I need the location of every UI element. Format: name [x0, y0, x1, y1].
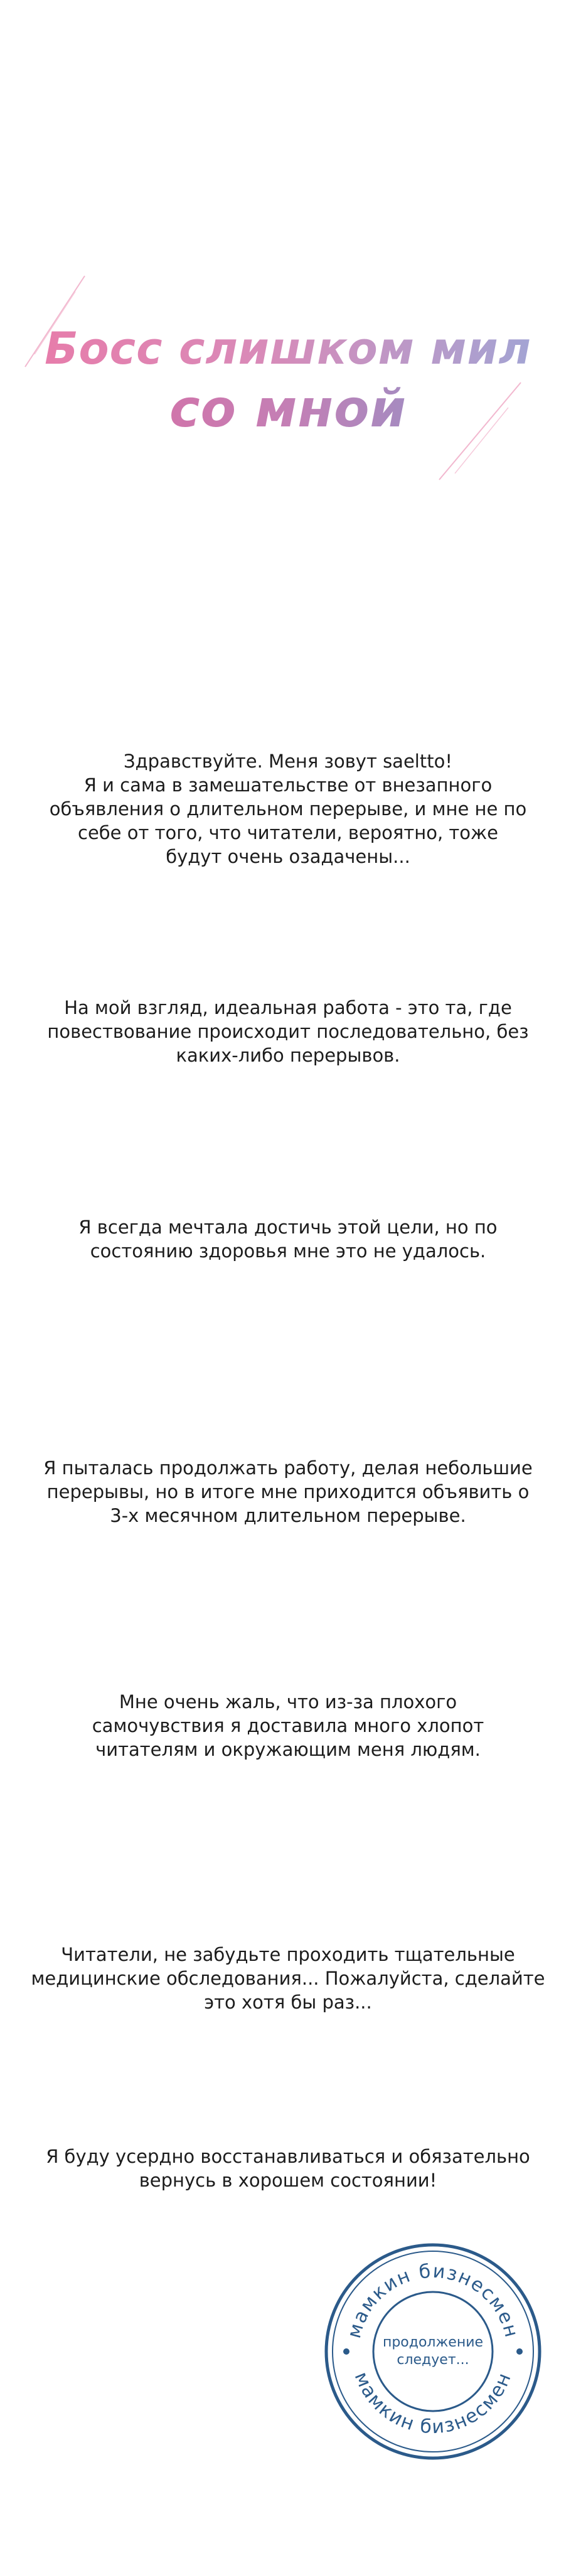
paragraph-greeting: Здравствуйте. Меня зовут saeltto! Я и сама в замешательстве от внезапного объявления о длительном перерыве, и мне не по себе от того, что читатели, вероятно, тоже будут очень озадачены... — [49, 751, 527, 867]
paragraph-ideal-work: На мой взгляд, идеальная работа - это та, где повествование происходит последовательно, без каких-либо перерывов. — [47, 997, 529, 1066]
continued-stamp — [320, 2239, 546, 2464]
stamp-ring-text-top: мамкин бизнесмен — [343, 2260, 523, 2341]
title-line-2: со мной — [0, 379, 576, 439]
paragraph-goal: Я всегда мечтала достичь этой цели, но по состоянию здоровья мне это не удалось. — [78, 1217, 498, 1262]
title-line-1: Босс слишком мил — [0, 323, 576, 374]
stamp-center — [320, 2239, 546, 2464]
paragraph-return: Я буду усердно восстанавливаться и обязательно вернусь в хорошем состоянии! — [46, 2146, 530, 2191]
stamp-center-line-2: следует... — [397, 2352, 469, 2368]
paragraph-hiatus: Я пыталась продолжать работу, делая небольшие перерывы, но в итоге мне приходится объявить о 3-х месячном длительном перерыве. — [43, 1457, 533, 1526]
stamp-center-line-1: продолжение — [382, 2335, 484, 2350]
title-block — [0, 238, 576, 502]
stamp-ring-text-bottom: мамкин бизнесмен — [349, 2368, 516, 2439]
paragraph-checkups: Читатели, не забудьте проходить тщательные медицинские обследования... Пожалуйста, сделайте это хотя бы раз... — [31, 1944, 545, 2013]
paragraph-apology: Мне очень жаль, что из-за плохого самочувствия я доставила много хлопот читателям и окружающим меня людям. — [92, 1691, 484, 1760]
